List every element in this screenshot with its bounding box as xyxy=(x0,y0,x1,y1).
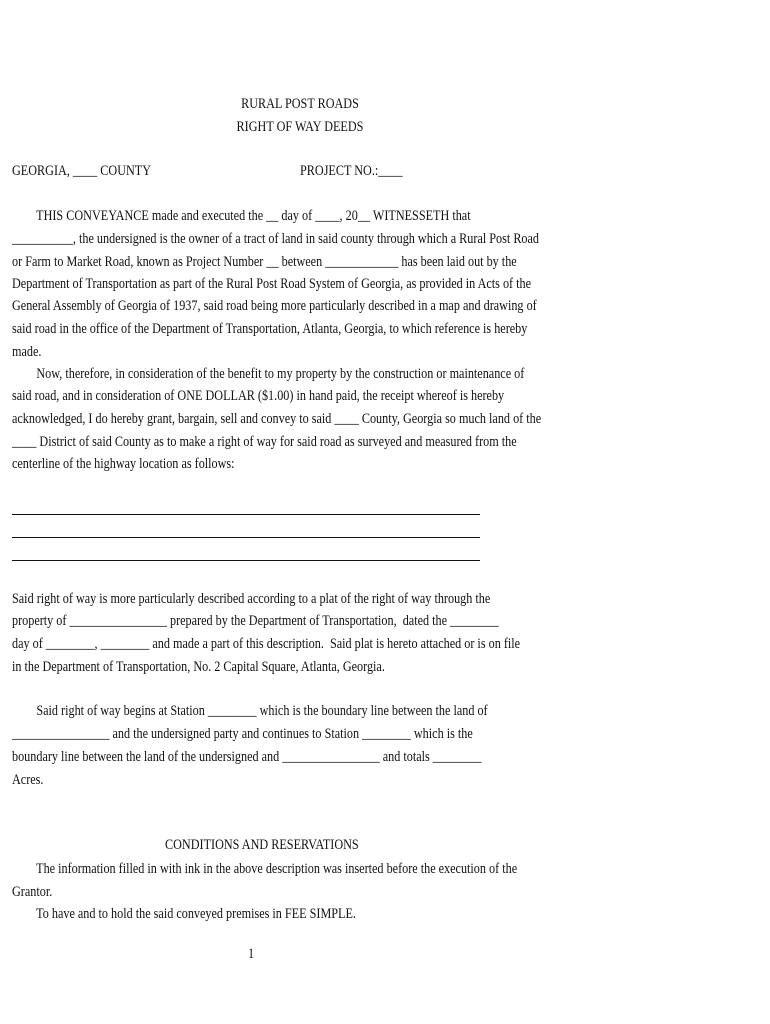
text-line: Acres. xyxy=(12,772,44,788)
text-line: acknowledged, I do hereby grant, bargain, sell and convey to said ____ County, Georgia so much land of the xyxy=(12,411,542,427)
text-line: Grantor. xyxy=(12,884,53,900)
blank-line xyxy=(12,514,480,515)
text-line: ____ District of said County as to make a right of way for said road as surveyed and measured from the xyxy=(12,434,517,450)
text-line: property of ________________ prepared by the Department of Transportation, dated the ________ xyxy=(12,613,499,629)
title-line-1: RURAL POST ROADS xyxy=(241,96,359,112)
text-line: General Assembly of Georgia of 1937, said road being more particularly described in a map and drawing of xyxy=(12,298,537,314)
text-line: THIS CONVEYANCE made and executed the __ day of ____, 20__ WITNESSETH that xyxy=(12,208,471,224)
text-line: made. xyxy=(12,344,42,360)
project-number-field: PROJECT NO.:____ xyxy=(300,163,403,179)
text-line: Department of Transportation as part of the Rural Post Road System of Georgia, as provided in Acts of the xyxy=(12,276,532,292)
blank-line xyxy=(12,537,480,538)
text-line: Now, therefore, in consideration of the benefit to my property by the construction or maintenance of xyxy=(12,366,525,382)
text-line: in the Department of Transportation, No. 2 Capital Square, Atlanta, Georgia. xyxy=(12,659,385,675)
text-line: said road, and in consideration of ONE DOLLAR ($1.00) in hand paid, the receipt whereof is hereby xyxy=(12,388,505,404)
text-line: __________, the undersigned is the owner of a tract of land in said county through which a Rural Post Road xyxy=(12,231,540,247)
title-line-2: RIGHT OF WAY DEEDS xyxy=(236,119,364,135)
conditions-heading: CONDITIONS AND RESERVATIONS xyxy=(165,837,359,853)
text-line: or Farm to Market Road, known as Project Number __ between ____________ has been laid out by the xyxy=(12,254,517,270)
text-line: said road in the office of the Department of Transportation, Atlanta, Georgia, to which reference is hereby xyxy=(12,321,528,337)
text-line: Said right of way begins at Station ________ which is the boundary line between the land of xyxy=(12,703,488,719)
page-number: 1 xyxy=(248,946,255,962)
text-line: Said right of way is more particularly described according to a plat of the right of way through the xyxy=(12,591,491,607)
text-line: day of ________, ________ and made a part of this description. Said plat is hereto attached or is on file xyxy=(12,636,521,652)
state-county-field: GEORGIA, ____ COUNTY xyxy=(12,163,152,179)
text-line: boundary line between the land of the undersigned and ________________ and totals ________ xyxy=(12,749,482,765)
text-line: To have and to hold the said conveyed premises in FEE SIMPLE. xyxy=(12,906,356,922)
text-line: The information filled in with ink in the above description was inserted before the execution of the xyxy=(12,861,518,877)
text-line: centerline of the highway location as follows: xyxy=(12,456,235,472)
blank-line xyxy=(12,560,480,561)
text-line: ________________ and the undersigned party and continues to Station ________ which is the xyxy=(12,726,473,742)
